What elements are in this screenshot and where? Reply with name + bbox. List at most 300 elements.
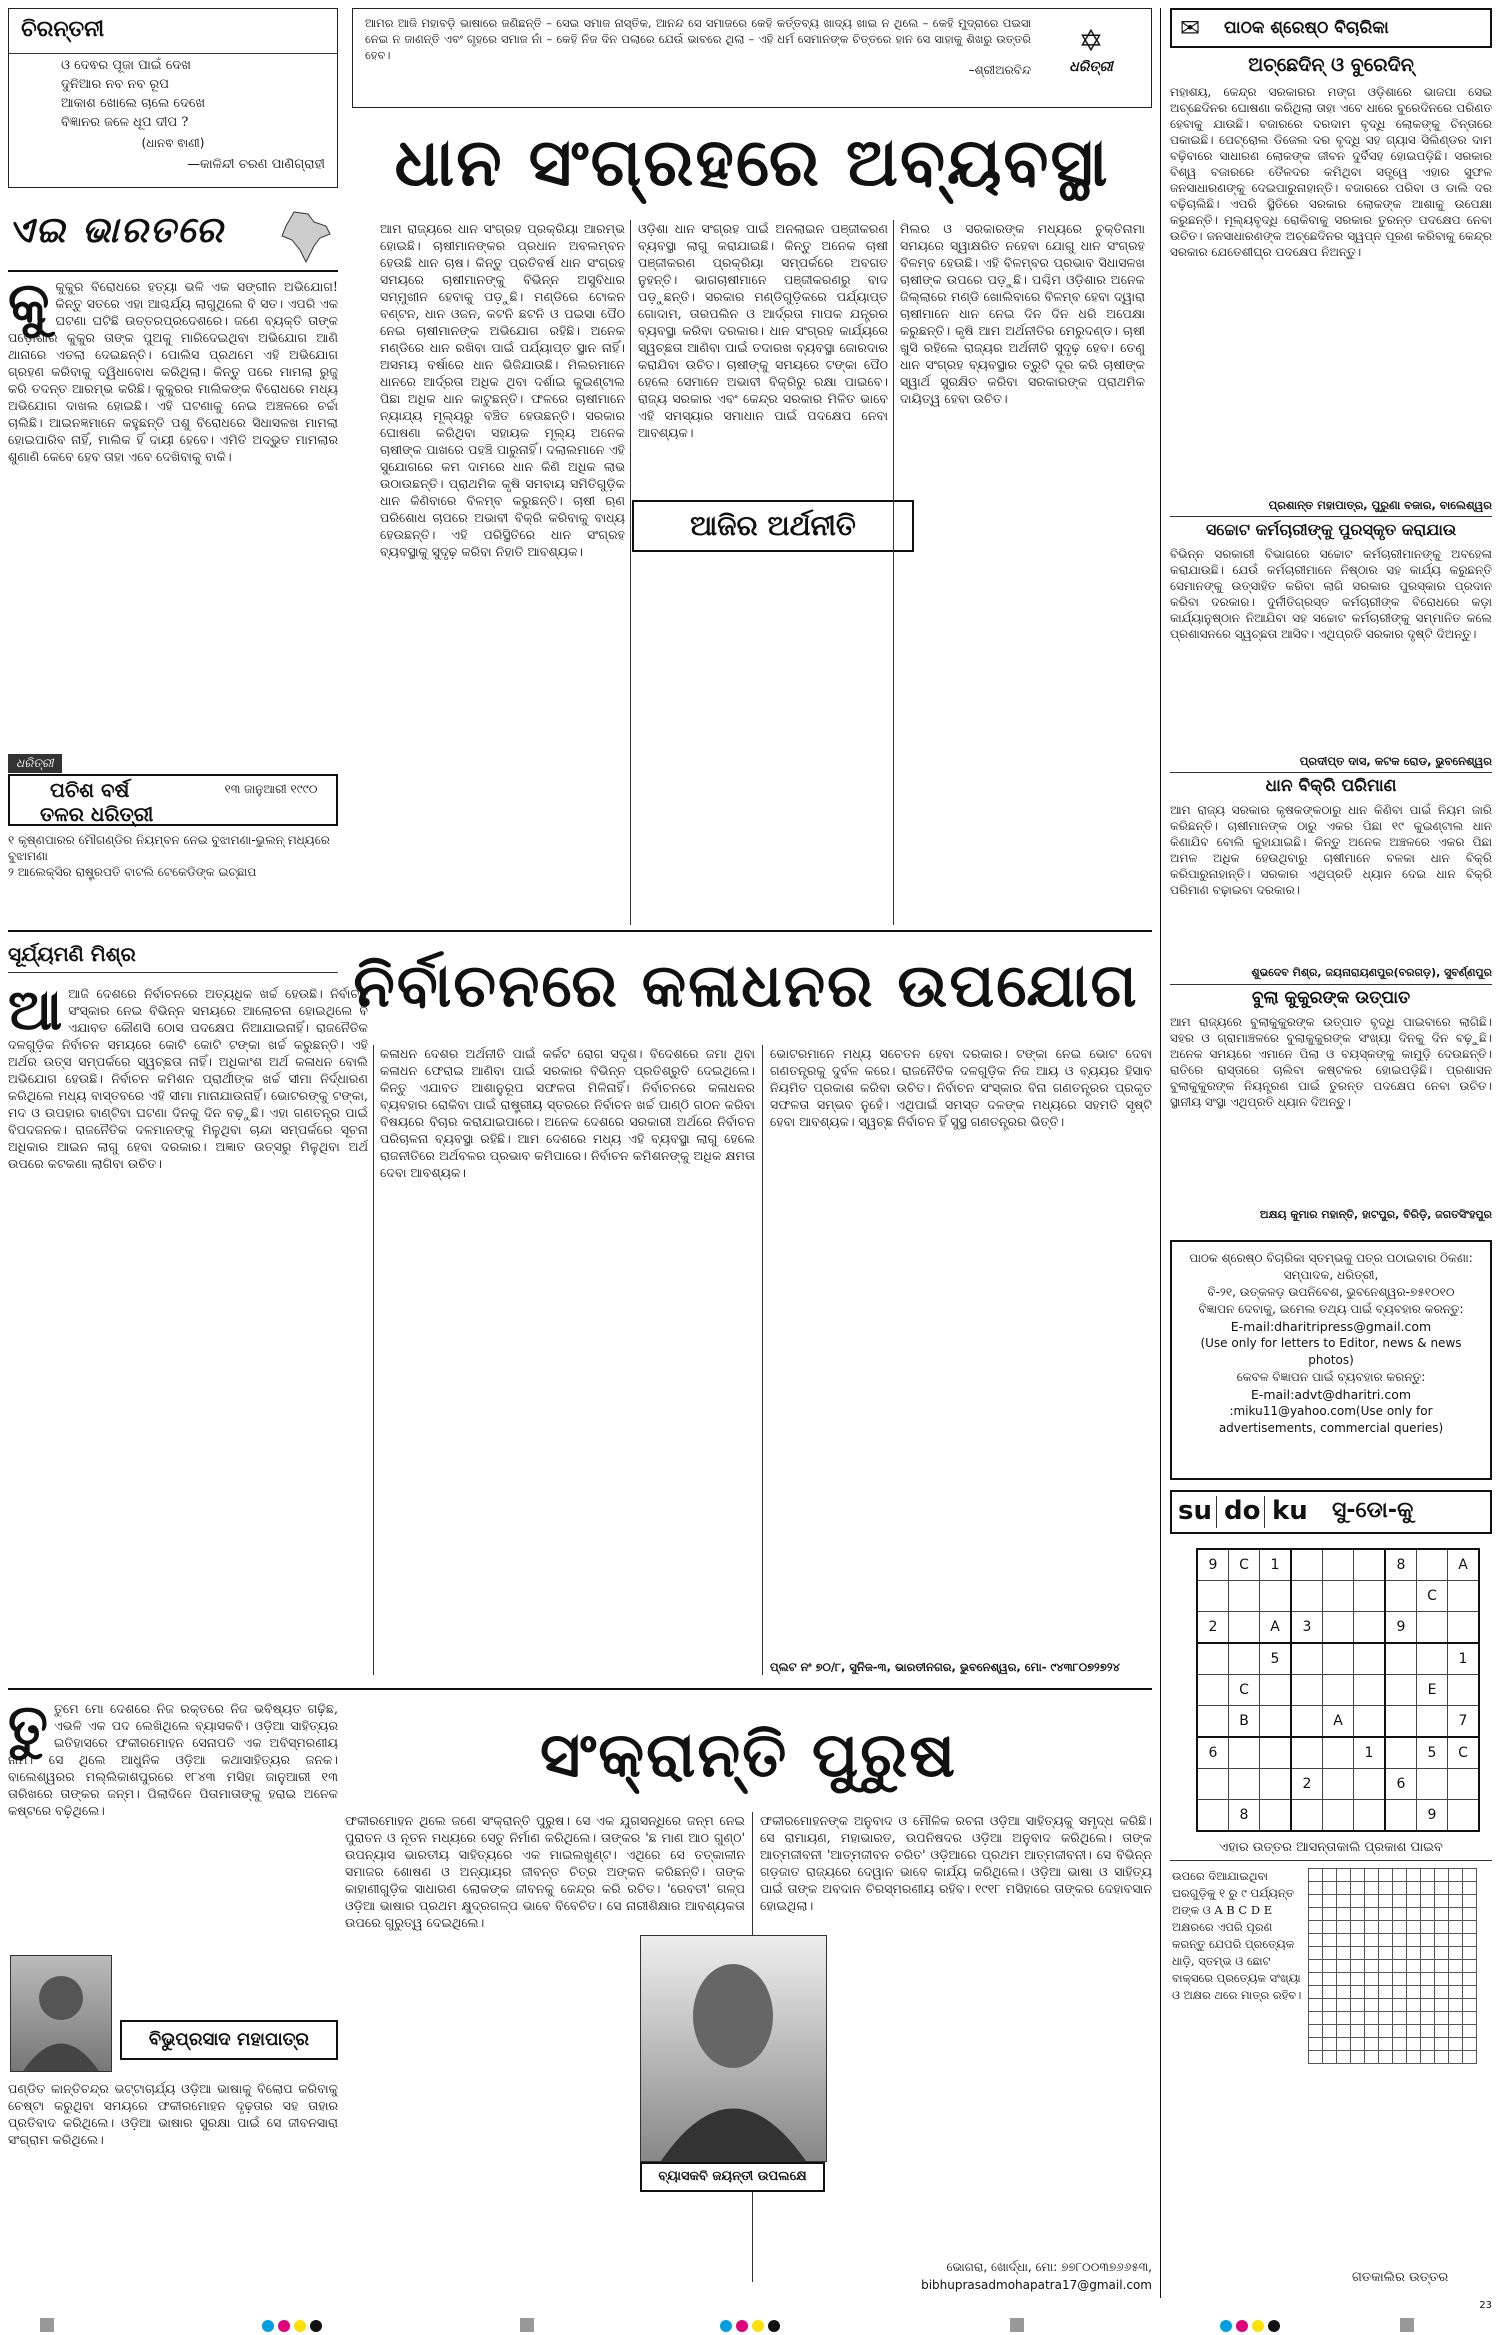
answer-cell: [1309, 1986, 1323, 1999]
answer-cell: [1309, 1895, 1323, 1908]
answer-cell: [1435, 1960, 1449, 1973]
answer-cell: [1449, 1908, 1463, 1921]
sudoku-cell[interactable]: C: [1229, 1675, 1260, 1706]
sudoku-cell[interactable]: 3: [1291, 1612, 1323, 1644]
answer-cell: [1435, 1947, 1449, 1960]
answer-cell: [1449, 1934, 1463, 1947]
answer-cell: [1309, 1934, 1323, 1947]
answer-cell: [1365, 1947, 1379, 1960]
sudoku-cell[interactable]: 2: [1197, 1612, 1229, 1644]
answer-cell: [1449, 1973, 1463, 1986]
sudoku-cell[interactable]: 6: [1385, 1769, 1417, 1800]
sudoku-cell[interactable]: [1385, 1737, 1417, 1769]
answer-cell: [1449, 2025, 1463, 2038]
sudoku-cell[interactable]: [1385, 1581, 1417, 1612]
sudoku-answer-label: ଗତକାଲିର ଉତ୍ତର: [1351, 2270, 1449, 2285]
sudoku-cell[interactable]: [1417, 1643, 1448, 1675]
answer-cell: [1323, 1895, 1337, 1908]
answer-cell: [1393, 2025, 1407, 2038]
answer-cell: [1379, 1882, 1393, 1895]
answer-cell: [1323, 1882, 1337, 1895]
answer-cell: [1435, 1921, 1449, 1934]
chirantani-title: ଚିରନ୍ତନୀ: [21, 17, 105, 42]
sudoku-cell[interactable]: [1291, 1643, 1323, 1675]
answer-cell: [1463, 1934, 1477, 1947]
pachisha-item-2: ୨ ଆଲେକ୍ସିର ରାଷ୍ଟ୍ରପତି ବାଟଲି ଟେକେଡିଙ୍କ ଇଚ୍ଛାପ: [8, 865, 257, 879]
answer-cell: [1323, 2038, 1337, 2051]
sankranti-intro: ତୁତୁମେ ମୋ ଦେଶରେ ନିଜ ରକ୍ତରେ ନିଜ ଭବିଷ୍ୟତ ଗଢ଼ିଛ, ଏଭଳି ଏକ ପଦ ଲେଖିଥିଲେ ବ୍ୟାସକବି। ଓଡ଼ିଆ ସାହିତ୍ୟର ଇତିହାସରେ ଫକୀରମୋହନ ସେନାପତି ଏକ ଅବିସ୍ମରଣୀୟ ନାମ। ସେ ଥିଲେ ଆଧୁନିକ ଓଡ଼ିଆ କଥାସାହିତ୍ୟର ଜନକ। ବାଲେଶ୍ୱରର ମଲ୍ଲିକାଶପୁରରେ ୧୮୪୩ ମସିହା ଜାନୁଆରୀ ୧୩ ତାରିଖରେ ତାଙ୍କର ଜନ୍ମ। ପିଲାଦିନେ ପିତାମାତାଙ୍କୁ ହରାଇ ଅନେକ କଷ୍ଟରେ ବଢ଼ିଥିଲେ।: [8, 1700, 338, 1818]
letter-3-author: ଶୁଭଦେବ ମିଶ୍ର, ଜୟନାରାୟଣପୁର(ବରଗଡ଼), ସୁବର୍ଣ୍ଣପୁର: [1251, 966, 1492, 979]
vyasakabi-photo: [640, 1935, 827, 2162]
sudoku-cell[interactable]: 5: [1260, 1643, 1292, 1675]
sudoku-cell[interactable]: [1260, 1581, 1292, 1612]
sudoku-cell[interactable]: [1448, 1800, 1480, 1832]
answer-cell: [1449, 1895, 1463, 1908]
blackmoney-headline: ନିର୍ବାଚନରେ କଳାଧନର ଉପଯୋଗ: [353, 951, 1139, 1021]
contact-box: ପାଠକ ଶ୍ରେଷ୍ଠ ବିଚାରିକା ସ୍ତମ୍ଭକୁ ପତ୍ର ପଠାଇବାର ଠିକଣା: ସମ୍ପାଦକ, ଧରିତ୍ରୀ, ବି-୨୧, ଉତ୍କଳଡ଼ ଉପନିବେଶ, ଭୁବନେଶ୍ୱର-୭୫୧୦୧୦ ବିଜ୍ଞାପନ ଦେବାକୁ, ଇମେଲ ତଥ୍ୟ ପାଇଁ ବ୍ୟବହାର କରନ୍ତୁ: E-mail:dharitripress@gmail.com (Use only for letters to Editor, news & news photos) କେବଳ ବିଜ୍ଞାପନ ପାଇଁ ବ୍ୟବହାର କରନ୍ତୁ: E-mail:advt@dharitri.com :miku11@yahoo.com(Use only for advertisements, commercial queries): [1170, 1240, 1492, 1480]
paddy-headline: ଧାନ ସଂଗ୍ରହରେ ଅବ୍ୟବସ୍ଥା: [394, 124, 1110, 201]
answer-cell: [1351, 1947, 1365, 1960]
chirantani-source: (ଧାନଵ ଵାଣୀ): [141, 136, 205, 150]
answer-cell: [1407, 1960, 1421, 1973]
answer-cell: [1393, 1986, 1407, 1999]
sudoku-cell[interactable]: [1385, 1706, 1417, 1738]
sudoku-cell[interactable]: [1260, 1675, 1292, 1706]
answer-cell: [1379, 1908, 1393, 1921]
answer-cell: [1421, 1960, 1435, 1973]
answer-cell: [1337, 1908, 1351, 1921]
answer-cell: [1435, 1908, 1449, 1921]
answer-cell: [1309, 1882, 1323, 1895]
sudoku-cell[interactable]: C: [1448, 1737, 1480, 1769]
answer-cell: [1463, 2038, 1477, 2051]
sudoku-cell[interactable]: [1323, 1800, 1354, 1832]
answer-cell: [1435, 1973, 1449, 1986]
answer-cell: [1379, 2051, 1393, 2064]
answer-cell: [1421, 1986, 1435, 1999]
sudoku-cell[interactable]: [1229, 1643, 1260, 1675]
answer-cell: [1421, 1934, 1435, 1947]
sudoku-cell[interactable]: [1197, 1800, 1229, 1832]
photo-caption: ବ୍ୟାସକବି ଜୟନ୍ତୀ ଉପଲକ୍ଷେ: [640, 2162, 825, 2192]
letter-4-author: ଅକ୍ଷୟ କୁମାର ମହାନ୍ତି, ହାଟପୁର, ବିରିଡ଼ି, ଜଗତସିଂହପୁର: [1259, 1208, 1492, 1221]
sudoku-cell[interactable]: [1323, 1549, 1354, 1581]
yahoo-email-link[interactable]: :miku11@yahoo.com(Use only for advertisements, commercial queries): [1218, 1404, 1444, 1435]
answer-cell: [1365, 1973, 1379, 1986]
sudoku-cell[interactable]: [1448, 1769, 1480, 1800]
answer-cell: [1435, 1895, 1449, 1908]
letter-2-body: ବିଭିନ୍ନ ସରକାରୀ ବିଭାଗରେ ସଚ୍ଚୋଟ କର୍ମଚାରୀମାନଙ୍କୁ ଅବହେଳା କରାଯାଉଛି। ଯେଉଁ କର୍ମଚାରୀମାନେ ନିଷ୍ଠାର ସହ କାର୍ଯ୍ୟ କରୁଛନ୍ତି ସେମାନଙ୍କୁ ଉତ୍ସାହିତ କରିବା ଲାଗି ସରକାର ପୁରସ୍କାର ପ୍ରଦାନ କରିବା ଦରକାର। ଦୁର୍ନୀତିଗ୍ରସ୍ତ କର୍ମଚାରୀଙ୍କ ବିରୋଧରେ କଡ଼ା କାର୍ଯ୍ୟାନୁଷ୍ଠାନ ନିଆଯିବା ସହ ସଚ୍ଚୋଟ କର୍ମଚାରୀଙ୍କୁ ସମ୍ମାନିତ କଲେ ପ୍ରଶାସନରେ ସ୍ୱଚ୍ଛତା ଆସିବ। ଏଥିପ୍ରତି ସରକାର ଦୃଷ୍ଟି ଦିଅନ୍ତୁ।: [1170, 547, 1492, 641]
answer-cell: [1323, 1973, 1337, 1986]
masthead-mark: ✡ ଧରିତ୍ରୀ: [1041, 25, 1141, 85]
answer-cell: [1463, 1869, 1477, 1882]
answer-cell: [1337, 2051, 1351, 2064]
pachisha-title-1: ପଚିଶ ବର୍ଷ: [50, 778, 130, 802]
answer-cell: [1393, 1934, 1407, 1947]
sudoku-cell[interactable]: [1417, 1549, 1448, 1581]
ajibharat-body: କୁକୁକୁର ବିରୋଧରେ ହତ୍ୟା ଭଳି ଏକ ସଙ୍ଗୀନ ଅଭିଯୋଗ! କିନ୍ତୁ ସତରେ ଏହା ଆଶ୍ଚର୍ଯ୍ୟ ଲାଗୁଥିଲେ ବି ସତ। ଏପରି ଏକ ଘଟଣା ଘଟିଛି ଉତ୍ତରପ୍ରଦେଶରେ। ଜଣେ ବ୍ୟକ୍ତି ତାଙ୍କ ପଡ଼ୋଶୀର କୁକୁର ତାଙ୍କ ପୁଅକୁ ମାରିଦେଇଥିବା ଅଭିଯୋଗ ଆଣି ଥାନାରେ ଏତଲା ଦେଇଛନ୍ତି। ପୋଲିସ ପ୍ରଥମେ ଏହି ଅଭିଯୋଗ ଗ୍ରହଣ କରିବାକୁ ଦ୍ୱିଧାବୋଧ କରିଥିଲା। କିନ୍ତୁ ପରେ ମାମଲା ରୁଜୁ କରି ତଦନ୍ତ ଆରମ୍ଭ କରିଛି। କୁକୁରର ମାଲିକଙ୍କ ବିରୋଧରେ ମଧ୍ୟ ଅଭିଯୋଗ ଦାଖଲ ହୋଇଛି। ଏହି ଘଟଣାକୁ ନେଇ ଅଞ୍ଚଳରେ ଚର୍ଚ୍ଚା ଚାଲିଛି। ଆଇନଜ୍ଞମାନେ କହୁଛନ୍ତି ପଶୁ ବିରୋଧରେ ସିଧାସଳଖ ମାମଲା ହୋଇପାରିବ ନାହିଁ, ମାଲିକ ହିଁ ଦାୟୀ ହେବେ। ଏମିତି ଅଦ୍ଭୁତ ମାମଲାର ଶୁଣାଣି କେବେ ହେବ ତାହା ଏବେ ଦେଖିବାକୁ ବାକି।: [8, 278, 338, 464]
answer-cell: [1379, 1986, 1393, 1999]
answer-cell: [1365, 2038, 1379, 2051]
sudoku-cell[interactable]: C: [1229, 1549, 1260, 1581]
sudoku-cell[interactable]: 1: [1354, 1737, 1386, 1769]
answer-cell: [1323, 1960, 1337, 1973]
answer-cell: [1309, 1960, 1323, 1973]
sudoku-cell[interactable]: A: [1260, 1612, 1292, 1644]
answer-cell: [1435, 1999, 1449, 2012]
answer-cell: [1393, 1882, 1407, 1895]
answer-cell: [1407, 2051, 1421, 2064]
sudoku-cell[interactable]: [1260, 1800, 1292, 1832]
sudoku-cell[interactable]: [1354, 1769, 1386, 1800]
answer-cell: [1365, 1882, 1379, 1895]
answer-cell: [1463, 1921, 1477, 1934]
pachisha-title-2: ତଳର ଧରିତ୍ରୀ: [40, 802, 154, 826]
answer-cell: [1379, 1973, 1393, 1986]
sudoku-cell[interactable]: 1: [1260, 1549, 1292, 1581]
star-emblem-icon: ✡: [1078, 24, 1104, 59]
answer-cell: [1323, 2012, 1337, 2025]
answer-cell: [1407, 1869, 1421, 1882]
letter-1-author: ପ୍ରଶାନ୍ତ ମହାପାତ୍ର, ପୁରୁଣା ବଜାର, ବାଲେଶ୍ୱର: [1268, 498, 1492, 512]
sudoku-cell[interactable]: C: [1417, 1581, 1448, 1612]
answer-cell: [1365, 1921, 1379, 1934]
sudoku-cell[interactable]: 9: [1417, 1800, 1448, 1832]
chirantani-poem: ଓ ଦେଵର ପୂଜା ପାଇଁ ଦେଖ ଦୁନିଆର ନବ ନବ ରୂପ ଆକାଶ ଖୋଲେ ଚାଲେ ଦେଖେ ବିଜ୍ଞାନର ଜଳେ ଧୂପ ଦୀପ ?: [61, 58, 206, 130]
answer-cell: [1463, 1999, 1477, 2012]
answer-cell: [1337, 1947, 1351, 1960]
sudoku-cell[interactable]: [1291, 1581, 1323, 1612]
answer-cell: [1421, 2051, 1435, 2064]
sudoku-cell[interactable]: [1417, 1706, 1448, 1738]
sankranti-below-photo: ପଣ୍ଡିତ କାନ୍ତିଚନ୍ଦ୍ର ଭଟ୍ଟାଚାର୍ଯ୍ୟ ଓଡ଼ିଆ ଭାଷାକୁ ବିଲୋପ କରିବାକୁ ଚେଷ୍ଟା କରୁଥିବା ସମୟରେ ଫକୀରମୋହନ ଦୃଢ଼ତାର ସହ ତାହାର ପ୍ରତିବାଦ କରିଥିଲେ। ଓଡ଼ିଆ ଭାଷାର ସୁରକ୍ଷା ପାଇଁ ସେ ଜୀବନସାରା ସଂଗ୍ରାମ କରିଥିଲେ।: [8, 2081, 338, 2147]
answer-cell: [1365, 2025, 1379, 2038]
answer-cell: [1309, 1973, 1323, 1986]
answer-cell: [1365, 2012, 1379, 2025]
sudoku-cell[interactable]: [1260, 1706, 1292, 1738]
answer-cell: [1407, 1986, 1421, 1999]
answer-cell: [1449, 2012, 1463, 2025]
answer-cell: [1449, 1999, 1463, 2012]
answer-cell: [1323, 1869, 1337, 1882]
sudoku-cell[interactable]: [1291, 1706, 1323, 1738]
advt-email-link[interactable]: E-mail:advt@dharitri.com: [1250, 1387, 1412, 1402]
sudoku-cell[interactable]: [1197, 1706, 1229, 1738]
answer-cell: [1421, 2025, 1435, 2038]
print-mark-1: [40, 2318, 54, 2332]
sudoku-cell[interactable]: [1229, 1737, 1260, 1769]
answer-cell: [1463, 1973, 1477, 1986]
letter-3-body: ଆମ ରାଜ୍ୟ ସରକାର କୃଷକଙ୍କଠାରୁ ଧାନ କିଣିବା ପାଇଁ ନିୟମ ଜାରି କରିଛନ୍ତି। ଚାଷୀମାନଙ୍କ ଠାରୁ ଏକର ପିଛା ୧୯ କୁଇଣ୍ଟାଲ ଧାନ କିଣାଯିବ ବୋଲି କୁହାଯାଇଛି। କିନ୍ତୁ ଅନେକ ଅଞ୍ଚଳରେ ଏକର ପିଛା ଅମଳ ଅଧିକ ହେଉଥିବାରୁ ଚାଷୀମାନେ ବଳକା ଧାନ ବିକ୍ରି କରିପାରୁନାହାନ୍ତି। ସରକାର ଏଥିପ୍ରତି ଧ୍ୟାନ ଦେଇ ଧାନ ବିକ୍ରି ପରିମାଣ ବଢ଼ାଇବା ଦରକାର।: [1170, 803, 1492, 897]
letter-4-title: ବୁଲା କୁକୁରଙ୍କ ଉତ୍ପାତ: [1251, 988, 1411, 1008]
answer-cell: [1435, 1869, 1449, 1882]
answer-cell: [1393, 1908, 1407, 1921]
answer-cell: [1463, 1986, 1477, 1999]
sudoku-cell[interactable]: [1417, 1769, 1448, 1800]
sudoku-cell[interactable]: [1291, 1737, 1323, 1769]
sudoku-cell[interactable]: [1385, 1800, 1417, 1832]
answer-cell: [1379, 2012, 1393, 2025]
sankranti-headline: ସଂକ୍ରାନ୍ତି ପୁରୁଷ: [539, 1718, 958, 1791]
sudoku-header: su do ku ସୁ-ଡୋ-କୁ: [1170, 1490, 1492, 1534]
answer-cell: [1323, 1999, 1337, 2012]
sudoku-cell[interactable]: B: [1229, 1706, 1260, 1738]
sudoku-cell[interactable]: [1448, 1581, 1480, 1612]
answer-cell: [1323, 1921, 1337, 1934]
sudoku-cell[interactable]: [1354, 1706, 1386, 1738]
answer-cell: [1309, 2051, 1323, 2064]
answer-cell: [1393, 1947, 1407, 1960]
chirantani-author: —କାଳିନ୍ଦୀ ଚରଣ ପାଣିଗ୍ରାହୀ: [186, 157, 325, 172]
answer-cell: [1449, 2051, 1463, 2064]
answer-cell: [1421, 1895, 1435, 1908]
answer-cell: [1393, 2038, 1407, 2051]
answer-cell: [1351, 1999, 1365, 2012]
answer-cell: [1351, 1986, 1365, 1999]
answer-cell: [1337, 1882, 1351, 1895]
sudoku-cell[interactable]: [1354, 1549, 1386, 1581]
answer-cell: [1393, 1921, 1407, 1934]
sudoku-cell[interactable]: [1291, 1675, 1323, 1706]
answer-cell: [1407, 1921, 1421, 1934]
sudoku-cell[interactable]: A: [1448, 1549, 1480, 1581]
letter-2-title: ସଚ୍ଚୋଟ କର୍ମଚାରୀଙ୍କୁ ପୁରସ୍କୃତ କରାଯାଉ: [1205, 520, 1457, 539]
sudoku-cell[interactable]: [1323, 1643, 1354, 1675]
answer-cell: [1463, 1960, 1477, 1973]
answer-cell: [1379, 1960, 1393, 1973]
blackmoney-col-3: ଭୋଟରମାନେ ମଧ୍ୟ ସଚେତନ ହେବା ଦରକାର। ଟଙ୍କା ନେଇ ଭୋଟ ଦେବା ଗଣତନ୍ତ୍ରକୁ ଦୁର୍ବଳ କରେ। ରାଜନୈତିକ ଦଳଗୁଡ଼ିକ ନିଜ ଆୟ ଓ ବ୍ୟୟର ହିସାବ ନିୟମିତ ପ୍ରକାଶ କରିବା ଉଚିତ। ନିର୍ବାଚନ ସଂସ୍କାର ବିନା ଗଣତନ୍ତ୍ରର ପ୍ରକୃତ ସଫଳତା ସମ୍ଭବ ନୁହେଁ। ଏଥିପାଇଁ ସମସ୍ତ ଦଳଙ୍କ ମଧ୍ୟରେ ସହମତି ସୃଷ୍ଟି ହେବା ଆବଶ୍ୟକ। ସ୍ୱଚ୍ଛ ନିର୍ବାଚନ ହିଁ ସୁସ୍ଥ ଗଣତନ୍ତ୍ରର ଭିତ୍ତି।: [770, 1046, 1152, 1129]
aajira-arthaniti-box: ଆଜିର ଅର୍ଥନୀତି: [632, 500, 914, 552]
answer-cell: [1323, 2025, 1337, 2038]
answer-cell: [1463, 1947, 1477, 1960]
sudoku-cell[interactable]: [1197, 1675, 1229, 1706]
sudoku-cell[interactable]: [1197, 1769, 1229, 1800]
india-map-icon: [274, 210, 334, 266]
sudoku-cell[interactable]: [1354, 1612, 1386, 1644]
answer-cell: [1337, 1960, 1351, 1973]
answer-cell: [1323, 1934, 1337, 1947]
print-mark-4: [1400, 2318, 1414, 2332]
sudoku-cell[interactable]: [1323, 1737, 1354, 1769]
answer-cell: [1463, 2025, 1477, 2038]
sudoku-cell[interactable]: [1323, 1675, 1354, 1706]
answer-cell: [1379, 1999, 1393, 2012]
answer-cell: [1421, 1882, 1435, 1895]
answer-cell: [1379, 1947, 1393, 1960]
answer-cell: [1323, 1908, 1337, 1921]
answer-cell: [1351, 1882, 1365, 1895]
answer-cell: [1463, 2012, 1477, 2025]
answer-cell: [1365, 1934, 1379, 1947]
answer-cell: [1337, 1986, 1351, 1999]
answer-cell: [1337, 2025, 1351, 2038]
answer-cell: [1351, 1921, 1365, 1934]
answer-cell: [1365, 1869, 1379, 1882]
sudoku-cell[interactable]: [1323, 1581, 1354, 1612]
paddy-col-3: ମିଲର ଓ ସରକାରଙ୍କ ମଧ୍ୟରେ ଚୁକ୍ତିନାମା ସମୟରେ ସ୍ୱାକ୍ଷରିତ ନହେବା ଯୋଗୁ ଧାନ ସଂଗ୍ରହ ବିଳମ୍ବ ହେଉଛି। ଏହି ବିଳମ୍ବର ପ୍ରଭାବ ସିଧାସଳଖ ଚାଷୀଙ୍କ ଉପରେ ପଡ଼ୁଛି। ପଶ୍ଚିମ ଓଡ଼ିଶାର ଅନେକ ଜିଲ୍ଲାରେ ମଣ୍ଡି ଖୋଲିବାରେ ବିଳମ୍ବ ହେବା ଦ୍ୱାରା ଚାଷୀମାନେ ଧାନ ନେଇ ଦିନ ଦିନ ଧରି ଅପେକ୍ଷା କରୁଛନ୍ତି। କୃଷି ଆମ ଅର୍ଥନୀତିର ମେରୁଦଣ୍ଡ। ଚାଷୀ ଖୁସି ରହିଲେ ରାଜ୍ୟର ଅର୍ଥନୀତି ସୁଦୃଢ଼ ହେବ। ତେଣୁ ଧାନ ସଂଗ୍ରହ ବ୍ୟବସ୍ଥାର ତ୍ରୁଟି ଦୂର କରି ଚାଷୀଙ୍କ ସ୍ୱାର୍ଥ ସୁରକ୍ଷିତ କରିବା ସରକାରଙ୍କ ପ୍ରାଥମିକ ଦାୟିତ୍ୱ ହେବା ଉଚିତ।: [900, 221, 1145, 406]
sankranti-col-3: ଫକୀରମୋହନଙ୍କ ଅନୁବାଦ ଓ ମୌଳିକ ରଚନା ଓଡ଼ିଆ ସାହିତ୍ୟକୁ ସମୃଦ୍ଧ କରିଛି। ସେ ରାମାୟଣ, ମହାଭାରତ, ଉପନିଷଦର ଓଡ଼ିଆ ଅନୁବାଦ କରିଥିଲେ। ତାଙ୍କ ଆତ୍ମଜୀବନୀ 'ଆତ୍ମଜୀବନ ଚରିତ' ଓଡ଼ିଆରେ ପ୍ରଥମ ଆତ୍ମଜୀବନୀ। ସେ ବିଭିନ୍ନ ଗଡ଼ଜାତ ରାଜ୍ୟରେ ଦେୱାନ ଭାବେ କାର୍ଯ୍ୟ କରିଥିଲେ। ଓଡ଼ିଆ ଭାଷା ଓ ସାହିତ୍ୟ ପାଇଁ ତାଙ୍କ ଅବଦାନ ଚିରସ୍ମରଣୀୟ ରହିବ। ୧୯୧୮ ମସିହାରେ ତାଙ୍କର ଦେହାବସାନ ହୋଇଥିଲା।: [760, 1813, 1152, 1913]
sudoku-cell[interactable]: [1354, 1643, 1386, 1675]
blackmoney-col-1: ଆଆଜି ଦେଶରେ ନିର୍ବାଚନରେ ଅତ୍ୟଧିକ ଖର୍ଚ୍ଚ ହେଉଛି। ନିର୍ବାଚନ ସଂସ୍କାର ନେଇ ବିଭିନ୍ନ ସମୟରେ ଆଲୋଚନା ହୋଇଥିଲେ ବି ଏଯାବତ କୌଣସି ଠୋସ ପଦକ୍ଷେପ ନିଆଯାଇନାହିଁ। ରାଜନୈତିକ ଦଳଗୁଡ଼ିକ ନିର୍ବାଚନ ସମୟରେ କୋଟି କୋଟି ଟଙ୍କା ଖର୍ଚ୍ଚ କରୁଛନ୍ତି। ଏହି ଅର୍ଥର ଉତ୍ସ ସମ୍ପର୍କରେ ସ୍ୱଚ୍ଛତା ନାହିଁ। ଅଧିକାଂଶ ଅର୍ଥ କଳାଧନ ବୋଲି ଅଭିଯୋଗ ହେଉଛି। ନିର୍ବାଚନ କମିଶନ ପ୍ରାର୍ଥୀଙ୍କ ଖର୍ଚ୍ଚ ସୀମା ନିର୍ଦ୍ଧାରଣ କରିଥିଲେ ମଧ୍ୟ ବାସ୍ତବରେ ଏହି ସୀମା ମାନାଯାଉନାହିଁ। ଭୋଟରଙ୍କୁ ଟଙ୍କା, ମଦ ଓ ଉପହାର ବାଣ୍ଟିବା ଘଟଣା ଦିନକୁ ଦିନ ବଢ଼ୁଛି। ଏହା ଗଣତନ୍ତ୍ର ପାଇଁ ବିପଦଜନକ। ରାଜନୈତିକ ଦଳମାନଙ୍କୁ ମିଳୁଥିବା ଚାନ୍ଦା ସମ୍ପର୍କରେ ସୂଚନା ଅଧିକାର ଆଇନ ଲାଗୁ ହେବା ଦରକାର। ଅଜ୍ଞାତ ଉତ୍ସରୁ ମିଳୁଥିବା ଅର୍ଥ ଉପରେ କଟକଣା ଲାଗିବା ଉଚିତ।: [8, 985, 368, 1171]
answer-cell: [1407, 1934, 1421, 1947]
letter-3-title: ଧାନ ବିକ୍ରି ପରିମାଣ: [1265, 776, 1397, 796]
letter-1-body: ମହାଶୟ, କେନ୍ଦ୍ର ସରକାରର ମଙ୍ଗ ଓଡ଼ିଶାରେ ଭାଜପା ସେଇ ଅଚ୍ଛେଦିନର ଘୋଷଣା କରିଥିଲା ତାହା ଏବେ ଧାରେ ବୁରେଦିନରେ ପରିଣତ ହେବାକୁ ଯାଉଛି। ବଜାରରେ ଦରଦାମ ବୃଦ୍ଧି ଲୋକଙ୍କୁ ଚିନ୍ତାରେ ପକାଇଛି। ପେଟ୍ରୋଲ ଡିଜେଲ ଦର ବୃଦ୍ଧି ସହ ଗ୍ୟାସ ସିଲିଣ୍ଡର ଦାମ ବଢ଼ିବାରେ ସାଧାରଣ ଲୋକଙ୍କ ଜୀବନ ଦୁର୍ବିସହ ହୋଇପଡ଼ିଛି। ସରକାର ବିଶ୍ୱ ବଜାରରେ ତୈଳଦର କମିଥିବା ସତ୍ତ୍ୱେ ଏହାର ସୁଫଳ ଜନସାଧାରଣଙ୍କୁ ଦେଇପାରୁନାହାନ୍ତି। ବଜାରରେ ପରିବା ଓ ଡାଲି ଦର ବଢ଼ିଚାଲିଛି। ଏପରି ସ୍ଥିତିରେ ସରକାର ଲୋକଙ୍କ ଆଶାକୁ ଉପେକ୍ଷା କରୁଛନ୍ତି। ମୂଲ୍ୟବୃଦ୍ଧି ରୋକିବାକୁ ସରକାର ତୁରନ୍ତ ପଦକ୍ଷେପ ନେବା ଉଚିତ। ଜନସାଧାରଣଙ୍କ ଅଚ୍ଛେଦିନର ସ୍ୱପ୍ନ ପୂରଣ କରିବାକୁ କେନ୍ଦ୍ର ସରକାର ଯେତେଶୀଘ୍ର ପଦକ୍ଷେପ ନିଅନ୍ତୁ।: [1170, 85, 1492, 259]
person-silhouette-icon: [11, 1956, 111, 2071]
sudoku-instructions: ଉପରେ ଦିଆଯାଇଥିବା ଘରଗୁଡ଼ିକୁ ୧ ରୁ ୯ ପର୍ଯ୍ୟନ୍ତ ଅଙ୍କ ଓ A B C D E ଅକ୍ଷରରେ ଏପରି ପୂରଣ କରନ୍ତୁ ଯେପରି ପ୍ରତ୍ୟେକ ଧାଡ଼ି, ସ୍ତମ୍ଭ ଓ ଛୋଟ ବାକ୍ସରେ ପ୍ରତ୍ୟେକ ସଂଖ୍ୟା ଓ ଅକ୍ଷର ଥରେ ମାତ୍ର ରହିବ।: [1172, 1869, 1302, 2002]
answer-cell: [1351, 2038, 1365, 2051]
print-mark-2: [520, 2318, 534, 2332]
sudoku-cell[interactable]: 9: [1385, 1612, 1417, 1644]
answer-cell: [1337, 2038, 1351, 2051]
answer-cell: [1421, 1947, 1435, 1960]
answer-cell: [1435, 2051, 1449, 2064]
answer-cell: [1379, 2038, 1393, 2051]
sudoku-cell[interactable]: [1323, 1769, 1354, 1800]
sankranti-footer: ଭୋଗରା, ଖୋର୍ଦ୍ଧା, ମୋ: ୭୭୮୦୦୩୭୬୬୫୩,: [946, 2260, 1152, 2274]
paddy-col-2: ଓଡ଼ିଶା ଧାନ ସଂଗ୍ରହ ପାଇଁ ଅନଲାଇନ ପଞ୍ଜୀକରଣ ବ୍ୟବସ୍ଥା ଲାଗୁ କରାଯାଇଛି। କିନ୍ତୁ ଅନେକ ଚାଷୀ ପଞ୍ଜୀକରଣ ପ୍ରକ୍ରିୟା ସମ୍ପର୍କରେ ଅବଗତ ନୁହନ୍ତି। ଭାଗଚାଷୀମାନେ ପଞ୍ଜୀକରଣରୁ ବାଦ ପଡ଼ୁଛନ୍ତି। ସରକାର ମଣ୍ଡିଗୁଡ଼ିକରେ ପର୍ଯ୍ୟାପ୍ତ ଗୋଦାମ, ତାରପଲିନ ଓ ଆର୍ଦ୍ରତା ମାପକ ଯନ୍ତ୍ରର ବ୍ୟବସ୍ଥା କରିବା ଦରକାର। ଧାନ ସଂଗ୍ରହ କାର୍ଯ୍ୟରେ ସ୍ୱଚ୍ଛତା ଆଣିବା ପାଇଁ ତଦାରଖ ବ୍ୟବସ୍ଥା ଜୋରଦାର କରାଯିବା ଉଚିତ। ଚାଷୀଙ୍କୁ ସମୟରେ ଟଙ୍କା ପୈଠ ହେଲେ ସେମାନେ ଅଭାବୀ ବିକ୍ରିରୁ ରକ୍ଷା ପାଇବେ। ରାଜ୍ୟ ସରକାର ଏବଂ କେନ୍ଦ୍ର ସରକାର ମିଳିତ ଭାବେ ଏହି ସମସ୍ୟାର ସମାଧାନ ପାଇଁ ପଦକ୍ଷେପ ନେବା ଆବଶ୍ୟକ।: [638, 221, 888, 440]
print-mark-3: [1010, 2318, 1024, 2332]
author-photo: [10, 1955, 112, 2072]
sudoku-cell[interactable]: [1260, 1769, 1292, 1800]
answer-cell: [1449, 1882, 1463, 1895]
sudoku-cell[interactable]: A: [1323, 1706, 1354, 1738]
sudoku-cell[interactable]: E: [1417, 1675, 1448, 1706]
answer-cell: [1365, 1908, 1379, 1921]
sudoku-cell[interactable]: [1385, 1643, 1417, 1675]
answer-cell: [1407, 2012, 1421, 2025]
editor-email-link[interactable]: E-mail:dharitripress@gmail.com: [1230, 1319, 1432, 1334]
answer-cell: [1309, 1947, 1323, 1960]
letter-1-title: ଅଚ୍ଛେଦିନ୍ ଓ ବୁରେଦିନ୍: [1248, 54, 1414, 76]
letter-4-body: ଆମ ରାଜ୍ୟରେ ବୁଲାକୁକୁରଙ୍କ ଉତ୍ପାତ ବୃଦ୍ଧି ପାଇବାରେ ଲାଗିଛି। ସହର ଓ ଗ୍ରାମାଞ୍ଚଳରେ ବୁଲାକୁକୁରଙ୍କ ସଂଖ୍ୟା ଦିନକୁ ଦିନ ବଢ଼ୁଛି। ଅନେକ ସମୟରେ ଏମାନେ ପିଲା ଓ ବୟସ୍କଙ୍କୁ କାମୁଡ଼ି ଦେଉଛନ୍ତି। ରାତିରେ ରାସ୍ତାରେ ଚାଲିବା କଷ୍ଟକର ହୋଇପଡ଼ିଛି। ପ୍ରଶାସନ ବୁଲାକୁକୁରଙ୍କ ନିୟନ୍ତ୍ରଣ ପାଇଁ ତୁରନ୍ତ ପଦକ୍ଷେପ ନେବା ଉଚିତ। ସ୍ଥାନୀୟ ସଂସ୍ଥା ଏଥିପ୍ରତି ଧ୍ୟାନ ଦିଅନ୍ତୁ।: [1170, 1015, 1492, 1109]
blackmoney-col-2: କଳାଧନ ଦେଶର ଅର୍ଥନୀତି ପାଇଁ କର୍କଟ ରୋଗ ସଦୃଶ। ବିଦେଶରେ ଜମା ଥିବା କଳାଧନ ଫେରାଇ ଆଣିବା ପାଇଁ ସରକାର ବିଭିନ୍ନ ପ୍ରତିଶ୍ରୁତି ଦେଇଥିଲେ। କିନ୍ତୁ ଏଯାବତ ଆଶାନୁରୂପ ସଫଳତା ମିଳିନାହିଁ। ନିର୍ବାଚନରେ କଳାଧନର ବ୍ୟବହାର ରୋକିବା ପାଇଁ ରାଷ୍ଟ୍ରୀୟ ସ୍ତରରେ ନିର୍ବାଚନ ଖର୍ଚ୍ଚ ପାଣ୍ଠି ଗଠନ କରିବା ବିଷୟରେ ବିଚାର କରାଯାଇପାରେ। ଅନେକ ଦେଶରେ ସରକାରୀ ଅର୍ଥରେ ନିର୍ବାଚନ ପରିଚାଳନା ବ୍ୟବସ୍ଥା ରହିଛି। ଆମ ଦେଶରେ ମଧ୍ୟ ଏହି ବ୍ୟବସ୍ଥା ଲାଗୁ ହେଲେ ରାଜନୀତିରେ ଅର୍ଥବଳର ପ୍ରଭାବ କମିପାରେ। ନିର୍ବାଚନ କମିଶନଙ୍କୁ ଅଧିକ କ୍ଷମତା ଦେବା ଆବଶ୍ୟକ।: [380, 1046, 755, 1180]
sudoku-cell[interactable]: [1417, 1612, 1448, 1644]
answer-cell: [1309, 1999, 1323, 2012]
letter-2-author: ପ୍ରଦୀପ୍ତ ଦାସ, କଟକ ରୋଡ, ଭୁବନେଶ୍ୱର: [1299, 754, 1492, 768]
answer-cell: [1449, 1947, 1463, 1960]
pachisha-item-1: ୧ କୃଷ୍ଣପାରର ମୌଗଣ୍ଡିର ନିୟମ୍ବନ ନେଇ ବୁଝାମଣା-ଭୁଲନ୍ ମଧ୍ୟରେ ବୁଝାମଣା: [8, 833, 330, 863]
answer-cell: [1449, 1960, 1463, 1973]
answer-cell: [1323, 2051, 1337, 2064]
answer-cell: [1407, 1999, 1421, 2012]
answer-cell: [1323, 1947, 1337, 1960]
answer-cell: [1337, 1921, 1351, 1934]
answer-cell: [1421, 1921, 1435, 1934]
answer-cell: [1407, 1895, 1421, 1908]
answer-cell: [1407, 1908, 1421, 1921]
sudoku-cell[interactable]: [1197, 1643, 1229, 1675]
answer-cell: [1365, 1895, 1379, 1908]
sudoku-cell[interactable]: [1448, 1612, 1480, 1644]
sudoku-cell[interactable]: 5: [1417, 1737, 1448, 1769]
sudoku-cell[interactable]: [1229, 1612, 1260, 1644]
blackmoney-author: ସୂର୍ଯ୍ୟମଣି ମିଶ୍ର: [8, 942, 136, 966]
answer-cell: [1463, 1895, 1477, 1908]
answer-cell: [1393, 1960, 1407, 1973]
answer-cell: [1421, 1973, 1435, 1986]
answer-cell: [1351, 1869, 1365, 1882]
answer-cell: [1449, 2038, 1463, 2051]
sudoku-cell[interactable]: [1229, 1769, 1260, 1800]
sudoku-cell[interactable]: 8: [1385, 1549, 1417, 1581]
quote-author: –ଶ୍ରୀଅରବିନ୍ଦ: [968, 63, 1031, 77]
sudoku-cell[interactable]: [1323, 1612, 1354, 1644]
sudoku-cell[interactable]: 8: [1229, 1800, 1260, 1832]
answer-cell: [1337, 1934, 1351, 1947]
answer-cell: [1435, 1934, 1449, 1947]
sudoku-cell[interactable]: 9: [1197, 1549, 1229, 1581]
sudoku-cell[interactable]: [1354, 1581, 1386, 1612]
sudoku-cell[interactable]: 7: [1448, 1706, 1480, 1738]
sudoku-cell[interactable]: [1448, 1675, 1480, 1706]
envelope-icon: ✉: [1180, 14, 1201, 42]
sudoku-cell[interactable]: [1197, 1581, 1229, 1612]
answer-cell: [1449, 1921, 1463, 1934]
sudoku-cell[interactable]: [1385, 1675, 1417, 1706]
sudoku-cell[interactable]: 6: [1197, 1737, 1229, 1769]
answer-cell: [1309, 1869, 1323, 1882]
answer-cell: [1407, 1947, 1421, 1960]
answer-cell: [1309, 2025, 1323, 2038]
ajibharat-title: ଏଇ ଭାରତରେ: [8, 210, 338, 272]
answer-cell: [1393, 1869, 1407, 1882]
answer-cell: [1365, 1986, 1379, 1999]
sudoku-cell[interactable]: [1354, 1675, 1386, 1706]
answer-cell: [1435, 2025, 1449, 2038]
answer-cell: [1421, 1999, 1435, 2012]
answer-cell: [1337, 1999, 1351, 2012]
sankranti-col-2: ଫକୀରମୋହନ ଥିଲେ ଜଣେ ସଂକ୍ରାନ୍ତି ପୁରୁଷ। ସେ ଏକ ଯୁଗସନ୍ଧିରେ ଜନ୍ମ ନେଇ ପୁରାତନ ଓ ନୂତନ ମଧ୍ୟରେ ସେତୁ ନିର୍ମାଣ କରିଥିଲେ। ତାଙ୍କର 'ଛ ମାଣ ଆଠ ଗୁଣ୍ଠ' ଉପନ୍ୟାସ ଭାରତୀୟ ସାହିତ୍ୟରେ ଏକ ମାଇଲଖୁଣ୍ଟ। ଏଥିରେ ସେ ତତ୍କାଳୀନ ସମାଜର ଶୋଷଣ ଓ ଅନ୍ୟାୟର ଜୀବନ୍ତ ଚିତ୍ର ଅଙ୍କନ କରିଛନ୍ତି। ତାଙ୍କ କାହାଣୀଗୁଡ଼ିକ ସାଧାରଣ ଲୋକଙ୍କ ଜୀବନକୁ କେନ୍ଦ୍ର କରି ରଚିତ। 'ରେବତୀ' ଗଳ୍ପ ଓଡ଼ିଆ ଭାଷାର ପ୍ରଥମ କ୍ଷୁଦ୍ରଗଳ୍ପ ଭାବେ ବିବେଚିତ। ସେ ନାରୀଶିକ୍ଷାର ଆବଶ୍ୟକତା ଉପରେ ଗୁରୁତ୍ୱ ଦେଇଥିଲେ।: [345, 1813, 745, 1930]
answer-cell: [1435, 2012, 1449, 2025]
answer-cell: [1337, 1973, 1351, 1986]
answer-cell: [1337, 1869, 1351, 1882]
sudoku-cell[interactable]: [1260, 1737, 1292, 1769]
answer-cell: [1435, 2038, 1449, 2051]
answer-cell: [1379, 1934, 1393, 1947]
answer-cell: [1435, 1986, 1449, 1999]
answer-cell: [1351, 1934, 1365, 1947]
pachisha-date: ୧୩ ଜାନୁଆରୀ ୧୯୯୦: [224, 782, 318, 796]
paddy-col-1: ଆମ ରାଜ୍ୟରେ ଧାନ ସଂଗ୍ରହ ପ୍ରକ୍ରିୟା ଆରମ୍ଭ ହୋଇଛି। ଚାଷୀମାନଙ୍କର ପ୍ରଧାନ ଅବଲମ୍ବନ ହେଉଛି ଧାନ ଚାଷ। କିନ୍ତୁ ପ୍ରତିବର୍ଷ ଧାନ ସଂଗ୍ରହ ସମୟରେ ଚାଷୀମାନଙ୍କୁ ବିଭିନ୍ନ ଅସୁବିଧାର ସମ୍ମୁଖୀନ ହେବାକୁ ପଡ଼ୁଛି। ମଣ୍ଡିରେ ଟୋକନ ବଣ୍ଟନ, ଧାନ ଓଜନ, କଟନି ଛଟନି ଓ ପଇସା ପୈଠ ନେଇ ଚାଷୀମାନଙ୍କ ଅଭିଯୋଗ ରହିଛି। ଅନେକ ମଣ୍ଡିରେ ଧାନ ରଖିବା ପାଇଁ ପର୍ଯ୍ୟାପ୍ତ ସ୍ଥାନ ନାହିଁ। ଅସମୟ ବର୍ଷାରେ ଧାନ ଭିଜିଯାଉଛି। ମିଲରମାନେ ଧାନରେ ଆର୍ଦ୍ରତା ଅଧିକ ଥିବା ଦର୍ଶାଇ କୁଇଣ୍ଟାଲ ପିଛା ଅଧିକ ଧାନ କାଟୁଛନ୍ତି। ଫଳରେ ଚାଷୀମାନେ ନ୍ୟାଯ୍ୟ ମୂଲ୍ୟରୁ ବଞ୍ଚିତ ହେଉଛନ୍ତି। ସରକାର ଘୋଷଣା କରିଥିବା ସହାୟକ ମୂଲ୍ୟ ଅନେକ ଚାଷୀଙ୍କ ପାଖରେ ପହଞ୍ଚି ପାରୁନାହିଁ। ଦଲାଲମାନେ ଏହି ସୁଯୋଗରେ କମ ଦାମରେ ଧାନ କିଣି ଅଧିକ ଲାଭ ଉଠାଉଛନ୍ତି। ପ୍ରାଥମିକ କୃଷି ସମବାୟ ସମିତିଗୁଡ଼ିକ ଧାନ କିଣିବାରେ ବିଳମ୍ବ କରୁଛନ୍ତି। ଚାଷୀ ଋଣ ପରିଶୋଧ ଚାପରେ ଅଭାବୀ ବିକ୍ରି କରିବାକୁ ବାଧ୍ୟ ହେଉଛନ୍ତି। ଏହି ପରିସ୍ଥିତିରେ ଧାନ ସଂଗ୍ରହ ବ୍ୟବସ୍ଥାକୁ ସୁଦୃଢ଼ କରିବା ନିହାତି ଆବଶ୍ୟକ।: [380, 221, 625, 559]
answer-cell: [1421, 1908, 1435, 1921]
page-number: 23: [1479, 2300, 1492, 2311]
answer-cell: [1407, 1882, 1421, 1895]
answer-cell: [1323, 1986, 1337, 1999]
sudoku-cell[interactable]: [1291, 1800, 1323, 1832]
pachisha-box: [8, 752, 338, 902]
sankranti-email: bibhuprasadmohapatra17@gmail.com: [921, 2278, 1152, 2292]
answer-cell: [1393, 1973, 1407, 1986]
answer-cell: [1393, 1999, 1407, 2012]
answer-cell: [1379, 2025, 1393, 2038]
sudoku-cell[interactable]: [1229, 1581, 1260, 1612]
answer-cell: [1393, 1895, 1407, 1908]
quote-box: [352, 8, 1152, 108]
sudoku-cell[interactable]: 1: [1448, 1643, 1480, 1675]
answer-cell: [1463, 1908, 1477, 1921]
sudoku-answer-grid: [1308, 1868, 1477, 2064]
answer-cell: [1421, 1869, 1435, 1882]
sudoku-cell[interactable]: 2: [1291, 1769, 1323, 1800]
sudoku-cell[interactable]: [1354, 1800, 1386, 1832]
answer-cell: [1351, 1908, 1365, 1921]
answer-cell: [1337, 1895, 1351, 1908]
answer-cell: [1337, 2012, 1351, 2025]
answer-cell: [1351, 1973, 1365, 1986]
sudoku-cell[interactable]: [1291, 1549, 1323, 1581]
sudoku-grid[interactable]: [1196, 1548, 1480, 1832]
answer-cell: [1449, 1986, 1463, 1999]
